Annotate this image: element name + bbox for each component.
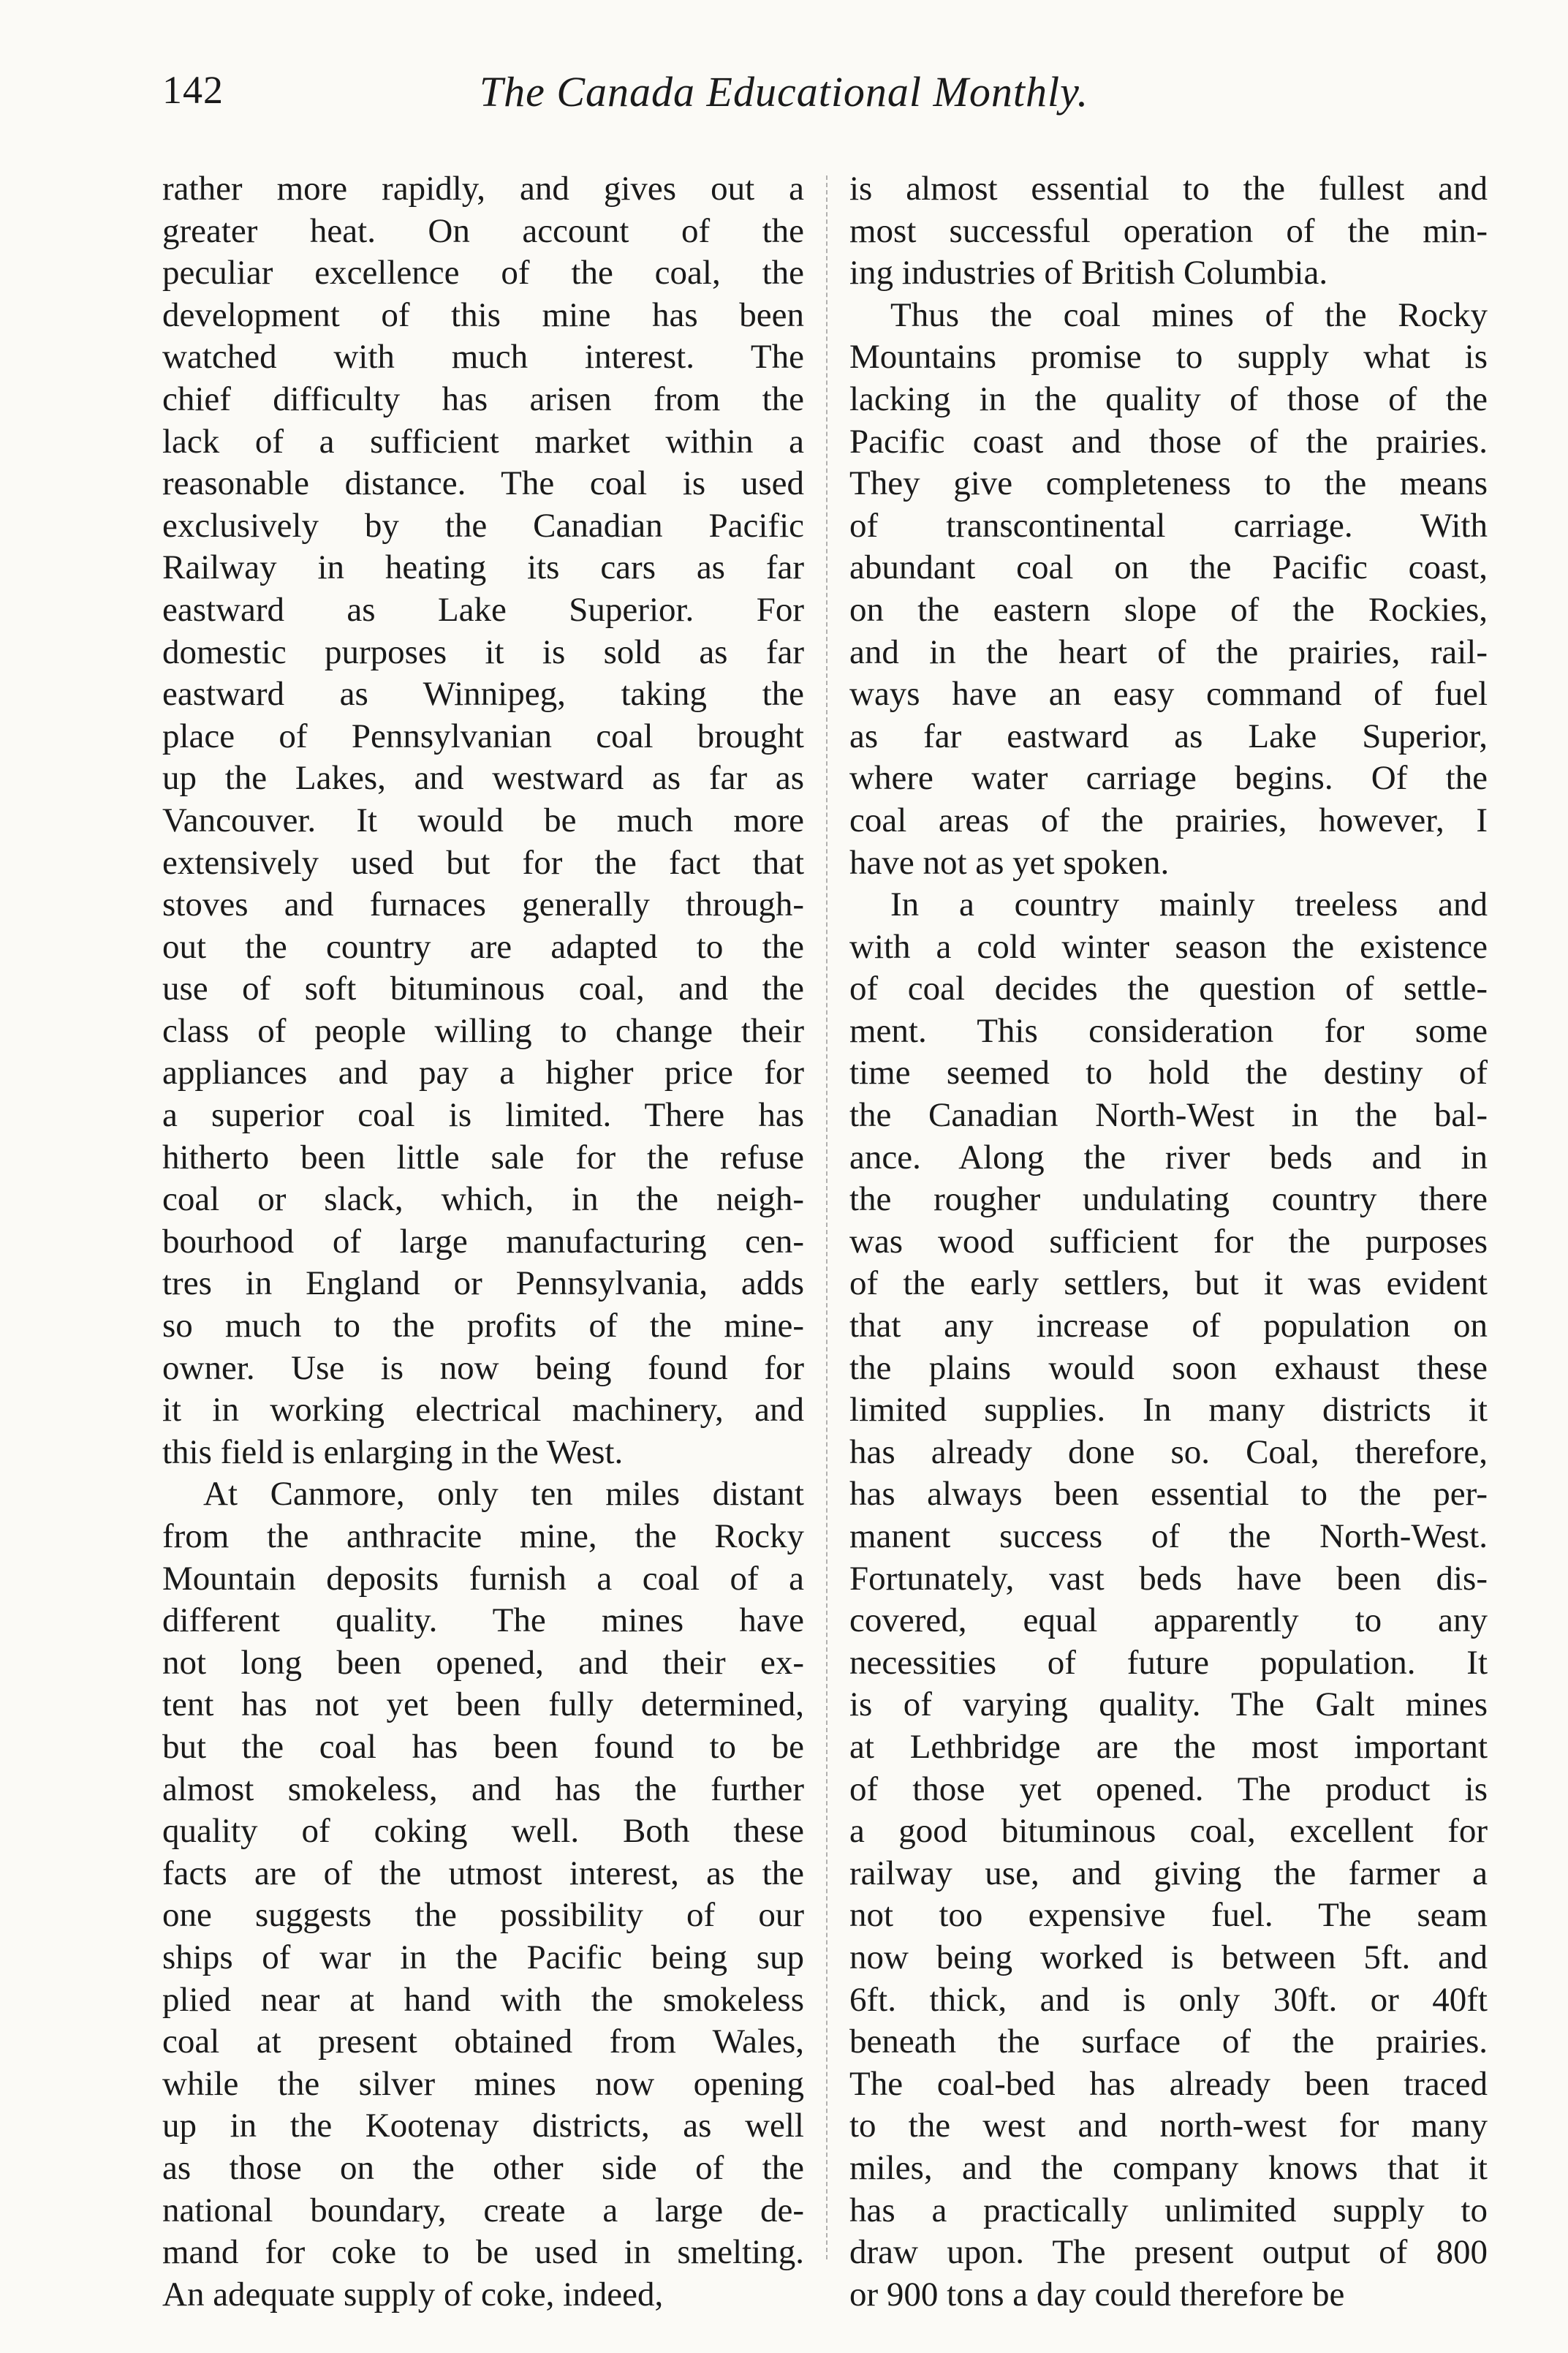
text-line: use of soft bituminous coal, and the [162,970,804,1008]
text-line: draw upon. The present output of 800 [849,2233,1488,2272]
text-line: eastward as Lake Superior. For [162,590,804,629]
text-line: tent has not yet been fully determined, [162,1685,804,1724]
text-line: most successful operation of the min- [849,211,1488,250]
text-line: watched with much interest. The [162,338,804,377]
text-line: coal areas of the prairies, however, I [849,801,1488,839]
text-line: have not as yet spoken. [849,843,1170,882]
text-line: manent success of the North-West. [849,1517,1488,1555]
text-line: as far eastward as Lake Superior, [849,717,1488,755]
running-title: The Canada Educational Monthly. [479,68,1089,116]
text-line: covered, equal apparently to any [849,1601,1488,1640]
text-line: lack of a sufficient market within a [162,422,804,461]
text-line: bourhood of large manufacturing cen- [162,1222,804,1261]
text-line: is almost essential to the fullest and [849,170,1488,208]
text-line: where water carriage begins. Of the [849,759,1488,798]
text-line: beneath the surface of the prairies. [849,2022,1488,2061]
text-line: time seemed to hold the destiny of [849,1054,1488,1092]
text-line: The coal-bed has already been traced [849,2064,1488,2103]
text-line: not too expensive fuel. The seam [849,1896,1488,1935]
right-column [849,168,1488,2316]
text-line: ships of war in the Pacific being sup [162,1938,804,1976]
text-line: They give completeness to the means [849,464,1488,503]
text-line: Mountain deposits furnish a coal of a [162,1559,804,1598]
text-line: the rougher undulating country there [849,1180,1488,1219]
text-line: of those yet opened. The product is [849,1770,1488,1808]
text-line: as those on the other side of the [162,2148,804,2187]
text-line: on the eastern slope of the Rockies, [849,590,1488,629]
text-line: is of varying quality. The Galt mines [849,1685,1488,1724]
text-line: facts are of the utmost interest, as the [162,1854,804,1892]
text-line: lacking in the quality of those of the [849,379,1488,418]
text-line: not long been opened, and their ex- [162,1643,804,1682]
text-line: owner. Use is now being found for [162,1348,804,1387]
text-line: ance. Along the river beds and in [849,1138,1488,1176]
page-number: 142 [162,68,224,112]
text-line: plied near at hand with the smokeless [162,1980,804,2019]
text-line: so much to the profits of the mine- [162,1307,804,1345]
text-line: In a country mainly treeless and [890,885,1488,924]
text-line: almost smokeless, and has the further [162,1770,804,1808]
text-line: 6ft. thick, and is only 30ft. or 40ft [849,1980,1488,2019]
text-line: of transcontinental carriage. With [849,506,1488,545]
text-line: development of this mine has been [162,295,804,334]
text-line: ways have an easy command of fuel [849,675,1488,714]
text-line: reasonable distance. The coal is used [162,464,804,503]
column-divider [826,175,827,2259]
text-line: extensively used but for the fact that [162,843,804,882]
text-line: At Canmore, only ten miles distant [203,1475,804,1514]
text-line: stoves and furnaces generally through- [162,885,804,924]
text-line: national boundary, create a large de- [162,2191,804,2229]
text-line: exclusively by the Canadian Pacific [162,506,804,545]
page-header [0,67,1568,126]
text-line: out the country are adapted to the [162,927,804,966]
text-line: ing industries of British Columbia. [849,254,1328,292]
text-line: mand for coke to be used in smelting. [162,2233,804,2272]
text-line: at Lethbridge are the most important [849,1727,1488,1766]
text-line: was wood sufficient for the purposes [849,1222,1488,1261]
left-column [162,168,804,2316]
text-line: up in the Kootenay districts, as well [162,2107,804,2145]
text-line: it in working electrical machinery, and [162,1391,804,1429]
text-line: the Canadian North-West in the bal- [849,1096,1488,1135]
text-line: a good bituminous coal, excellent for [849,1812,1488,1851]
text-line: of coal decides the question of settle- [849,970,1488,1008]
text-line: necessities of future population. It [849,1643,1488,1682]
text-line: Fortunately, vast beds have been dis- [849,1559,1488,1598]
text-line: ment. This consideration for some [849,1011,1488,1050]
text-line: miles, and the company knows that it [849,2148,1488,2187]
text-line: abundant coal on the Pacific coast, [849,548,1488,587]
text-line: An adequate supply of coke, indeed, [162,2275,664,2314]
text-line: has already done so. Coal, therefore, [849,1432,1488,1471]
text-line: limited supplies. In many districts it [849,1391,1488,1429]
text-line: different quality. The mines have [162,1601,804,1640]
text-line: has a practically unlimited supply to [849,2191,1488,2229]
text-line: now being worked is between 5ft. and [849,1938,1488,1976]
text-line: place of Pennsylvanian coal brought [162,717,804,755]
text-line: with a cold winter season the existence [849,927,1488,966]
text-line: of the early settlers, but it was evident [849,1264,1488,1303]
text-line: appliances and pay a higher price for [162,1054,804,1092]
text-line: this field is enlarging in the West. [162,1432,624,1471]
text-line: Vancouver. It would be much more [162,801,804,839]
text-line: Pacific coast and those of the prairies. [849,422,1488,461]
text-line: or 900 tons a day could therefore be [849,2275,1345,2314]
text-line: one suggests the possibility of our [162,1896,804,1935]
text-line: has always been essential to the per- [849,1475,1488,1514]
text-line: rather more rapidly, and gives out a [162,170,804,208]
text-line: and in the heart of the prairies, rail- [849,632,1488,671]
text-line: railway use, and giving the farmer a [849,1854,1488,1892]
text-line: Thus the coal mines of the Rocky [890,295,1488,334]
text-line: up the Lakes, and westward as far as [162,759,804,798]
text-line: while the silver mines now opening [162,2064,804,2103]
text-line: but the coal has been found to be [162,1727,804,1766]
text-line: greater heat. On account of the [162,211,804,250]
text-line: eastward as Winnipeg, taking the [162,675,804,714]
text-line: Railway in heating its cars as far [162,548,804,587]
text-line: domestic purposes it is sold as far [162,632,804,671]
text-line: coal or slack, which, in the neigh- [162,1180,804,1219]
text-line: that any increase of population on [849,1307,1488,1345]
text-line: chief difficulty has arisen from the [162,379,804,418]
text-line: to the west and north-west for many [849,2107,1488,2145]
text-line: coal at present obtained from Wales, [162,2022,804,2061]
text-line: hitherto been little sale for the refuse [162,1138,804,1176]
text-line: Mountains promise to supply what is [849,338,1488,377]
text-line: from the anthracite mine, the Rocky [162,1517,804,1555]
text-line: a superior coal is limited. There has [162,1096,804,1135]
text-line: peculiar excellence of the coal, the [162,254,804,292]
text-line: the plains would soon exhaust these [849,1348,1488,1387]
text-line: quality of coking well. Both these [162,1812,804,1851]
text-line: class of people willing to change their [162,1011,804,1050]
text-line: tres in England or Pennsylvania, adds [162,1264,804,1303]
